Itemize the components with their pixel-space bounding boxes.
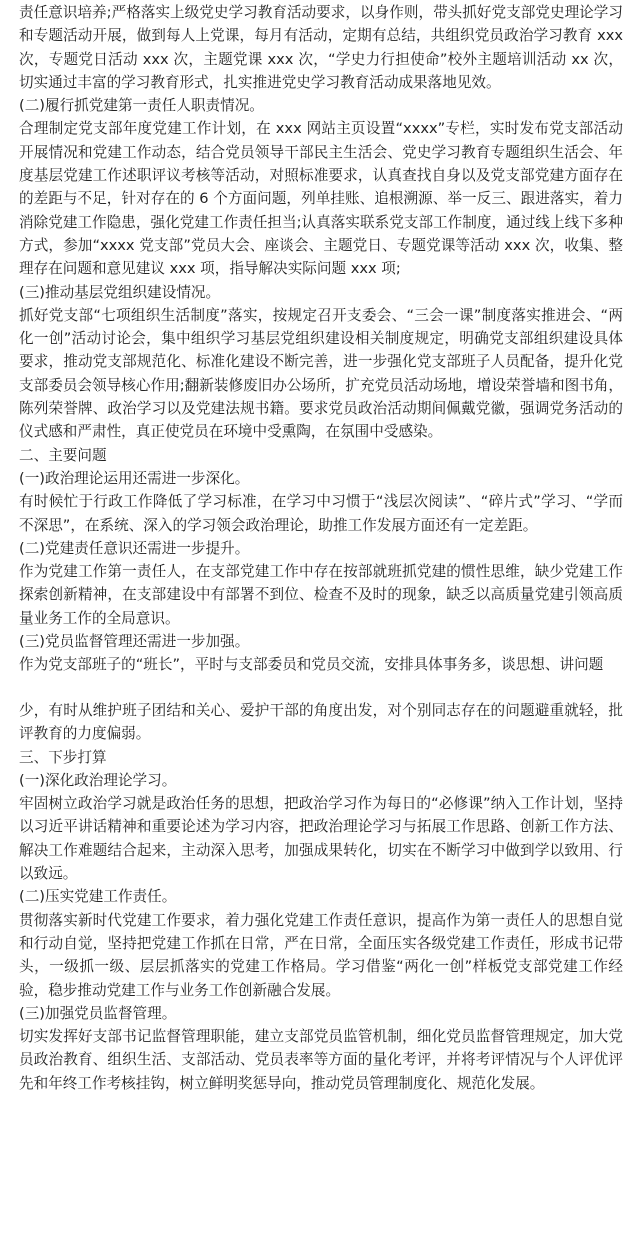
section-heading: (三)加强党员监督管理。 [19,1004,177,1022]
paragraph: 贯彻落实新时代党建工作要求，着力强化党建工作责任意识，提高作为第一责任人的思想自觉和行动自觉，坚持把党建工作抓在日常，严在日常，全面压实各级党建工作责任，形成书记带头，一级抓一级、层层抓落实的党建工作格局。学习借鉴“两化一创”样板党支部党建工作经验，稳步推动党建工作与业务工作创新融合发展。 [19,911,623,999]
text-block-upper [19,1,623,677]
paragraph: 少，有时从维护班子团结和关心、爱护干部的角度出发，对个别同志存在的问题避重就轻，批评教育的力度偏弱。 [19,702,623,743]
section-heading: (三)党员监督管理还需进一步加强。 [19,633,250,651]
paragraph: 责任意识培养;严格落实上级党史学习教育活动要求，以身作则，带头抓好党支部党史理论学习和专题活动开展，做到每人上党课，每月有活动，定期有总结，共组织党员政治学习教育 xxx 次，专题党日活动 xxx 次，主题党课 xxx 次，“学史力行担使命”校外主题培训活动 xx 次，切实通过丰富的学习教育形式，扎实推进党史学习教育活动成果落地见效。 [19,4,623,91]
paragraph: 作为党支部班子的“班长”，平时与支部委员和党员交流，安排具体事务多，谈思想、讲问题 [19,656,604,674]
section-heading: (一)政治理论运用还需进一步深化。 [19,469,250,487]
paragraph: 牢固树立政治学习就是政治任务的思想，把政治学习作为每日的“必修课”纳入工作计划，坚持以习近平讲话精神和重要论述为学习内容，把政治理论学习与拓展工作思路、创新工作方法、解决工作难题结合起来，主动深入思考，加强成果转化，切实在不断学习中做到学以致用、行以致远。 [19,795,623,883]
paragraph: 有时候忙于行政工作降低了学习标准，在学习中习惯于“浅层次阅读”、“碎片式”学习、“学而不深思”，在系统、深入的学习领会政治理论，助推工作发展方面还有一定差距。 [19,493,623,534]
text-block-lower [19,699,623,1095]
paragraph: 合理制定党支部年度党建工作计划，在 xxx 网站主页设置“xxxx”专栏，实时发布党支部活动开展情况和党建工作动态，结合党员领导干部民主生活会、党史学习教育专题组织生活会、年度基层党建工作述职评议考核等活动，对照标准要求，认真查找自身以及党支部党建方面存在的差距与不足，针对存在的 6 个方面问题，列单挂账、追根溯源、举一反三、跟进落实，着力消除党建工作隐患，强化党建工作责任担当;认真落实联系党支部工作制度，通过线上线下多种方式，参加“xxxx 党支部”党员大会、座谈会、主题党日、专题党课等活动 xxx 次，收集、整理存在问题和意见建议 xxx 项，指导解决实际问题 xxx 项; [19,120,623,278]
section-heading: (二)压实党建工作责任。 [19,888,177,906]
section-heading: (二)履行抓党建第一责任人职责情况。 [19,97,264,115]
chapter-heading: 二、主要问题 [19,446,107,464]
section-heading: (二)党建责任意识还需进一步提升。 [19,539,250,557]
paragraph: 切实发挥好支部书记监督管理职能，建立支部党员监管机制，细化党员监督管理规定，加大党员政治教育、组织生活、支部活动、党员表率等方面的量化考评，并将考评情况与个人评优评先和年终工作考核挂钩，树立鲜明奖惩导向，推动党员管理制度化、规范化发展。 [19,1028,623,1092]
section-heading: (三)推动基层党组织建设情况。 [19,283,221,301]
section-heading: (一)深化政治理论学习。 [19,771,177,789]
paragraph: 作为党建工作第一责任人，在支部党建工作中存在按部就班抓党建的惯性思维，缺少党建工作探索创新精神，在支部建设中有部署不到位、检查不及时的现象，缺乏以高质量党建引领高质量业务工作的全局意识。 [19,563,623,627]
paragraph: 抓好党支部“七项组织生活制度”落实，按规定召开支委会、“三会一课”制度落实推进会、“两化一创”活动讨论会，集中组织学习基层党组织建设相关制度规定，明确党支部组织建设具体要求，推动党支部规范化、标准化建设不断完善，进一步强化党支部班子人员配备，提升化党支部委员会领导核心作用;翻新装修废旧办公场所，扩充党员活动场地，增设荣誉墙和图书角，陈列荣誉牌、政治学习以及党建法规书籍。要求党员政治活动期间佩戴党徽，强调党务活动的仪式感和严肃性，真正使党员在环境中受熏陶，在氛围中受感染。 [19,306,623,441]
chapter-heading: 三、下步打算 [19,748,107,766]
